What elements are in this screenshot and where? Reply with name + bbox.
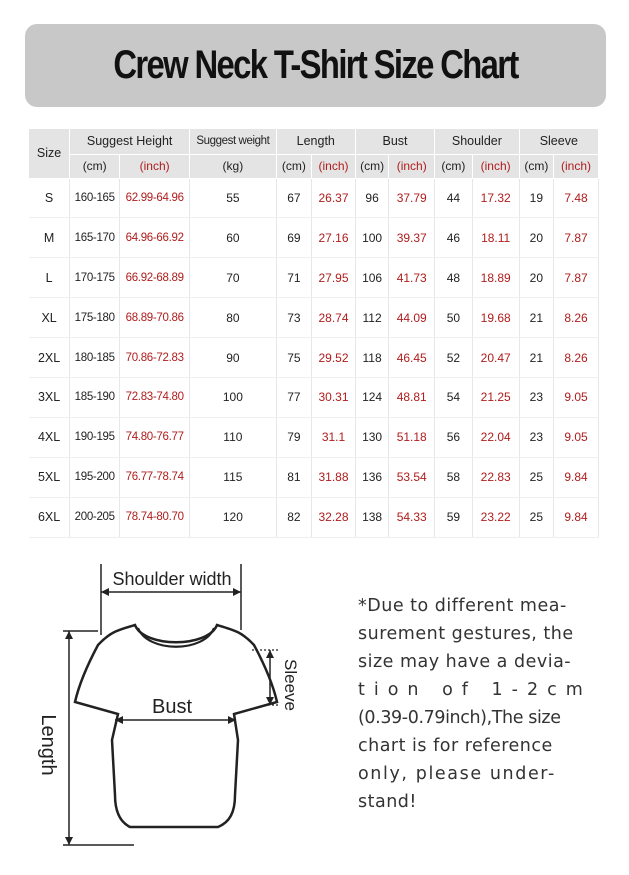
table-cell: 51.18 <box>389 417 435 457</box>
table-cell: 74.80-76.77 <box>120 417 190 457</box>
table-cell: 70 <box>190 258 277 298</box>
table-cell: 8.26 <box>554 338 599 378</box>
table-cell: 60 <box>190 218 277 258</box>
length-header: Length <box>276 129 355 154</box>
table-cell: 96 <box>355 178 388 218</box>
table-cell: 23.22 <box>472 497 519 537</box>
table-cell: 66.92-68.89 <box>120 258 190 298</box>
table-cell: 20 <box>519 218 553 258</box>
table-cell: 124 <box>355 377 388 417</box>
table-cell: 27.95 <box>312 258 356 298</box>
note-line: (0.39-0.79inch),The size <box>358 708 561 728</box>
size-table <box>29 129 599 538</box>
table-cell: 31.1 <box>312 417 356 457</box>
table-row <box>29 338 599 378</box>
table-cell: 30.31 <box>312 377 356 417</box>
table-cell: 79 <box>276 417 311 457</box>
table-cell: 190-195 <box>70 417 120 457</box>
table-cell: 80 <box>190 298 277 338</box>
table-cell: 20.47 <box>472 338 519 378</box>
sleeve-header: Sleeve <box>519 129 598 154</box>
note-line: size may have a devia- <box>358 652 572 672</box>
table-cell: 136 <box>355 457 388 497</box>
table-cell: 100 <box>190 377 277 417</box>
table-cell: 29.52 <box>312 338 356 378</box>
table-cell: 54.33 <box>389 497 435 537</box>
height-header: Suggest Height <box>70 129 190 154</box>
table-cell: 160-165 <box>70 178 120 218</box>
table-cell: 9.84 <box>554 497 599 537</box>
table-cell: 185-190 <box>70 377 120 417</box>
table-row <box>29 218 599 258</box>
table-cell: 44 <box>435 178 473 218</box>
table-cell: 112 <box>355 298 388 338</box>
table-cell: 53.54 <box>389 457 435 497</box>
table-cell: 21.25 <box>472 377 519 417</box>
unit-inch: (inch) <box>554 154 599 178</box>
unit-cm: (cm) <box>355 154 388 178</box>
table-cell: 180-185 <box>70 338 120 378</box>
table-cell: 68.89-70.86 <box>120 298 190 338</box>
size-cell: 3XL <box>29 377 70 417</box>
note-line: stand! <box>358 792 417 812</box>
table-cell: 32.28 <box>312 497 356 537</box>
unit-cm: (cm) <box>435 154 473 178</box>
table-cell: 59 <box>435 497 473 537</box>
table-cell: 7.48 <box>554 178 599 218</box>
table-cell: 100 <box>355 218 388 258</box>
table-cell: 9.84 <box>554 457 599 497</box>
table-cell: 21 <box>519 298 553 338</box>
size-cell: 5XL <box>29 457 70 497</box>
table-cell: 62.99-64.96 <box>120 178 190 218</box>
unit-inch: (inch) <box>472 154 519 178</box>
size-note <box>358 592 598 816</box>
note-line: tion of 1-2cm <box>358 680 592 700</box>
table-cell: 54 <box>435 377 473 417</box>
table-cell: 76.77-78.74 <box>120 457 190 497</box>
table-cell: 46.45 <box>389 338 435 378</box>
table-cell: 77 <box>276 377 311 417</box>
table-cell: 67 <box>276 178 311 218</box>
note-line: surement gestures, the <box>358 624 574 644</box>
table-cell: 46 <box>435 218 473 258</box>
table-cell: 48.81 <box>389 377 435 417</box>
table-cell: 22.04 <box>472 417 519 457</box>
size-cell: M <box>29 218 70 258</box>
title-banner <box>25 24 606 107</box>
table-cell: 39.37 <box>389 218 435 258</box>
table-cell: 9.05 <box>554 417 599 457</box>
unit-kg: (kg) <box>190 154 277 178</box>
table-cell: 27.16 <box>312 218 356 258</box>
size-cell: 6XL <box>29 497 70 537</box>
note-line: chart is for reference <box>358 736 553 756</box>
table-cell: 19.68 <box>472 298 519 338</box>
table-cell: 106 <box>355 258 388 298</box>
table-cell: 17.32 <box>472 178 519 218</box>
table-row <box>29 497 599 537</box>
table-cell: 23 <box>519 377 553 417</box>
table-cell: 75 <box>276 338 311 378</box>
size-header: Size <box>29 129 70 178</box>
tshirt-diagram <box>30 550 330 860</box>
length-label: Length <box>37 714 59 776</box>
bust-label: Bust <box>151 696 193 718</box>
note-line: *Due to different mea- <box>358 596 567 616</box>
table-cell: 70.86-72.83 <box>120 338 190 378</box>
size-cell: S <box>29 178 70 218</box>
unit-cm: (cm) <box>276 154 311 178</box>
table-cell: 41.73 <box>389 258 435 298</box>
sleeve-label: Sleeve <box>281 659 300 711</box>
table-cell: 175-180 <box>70 298 120 338</box>
table-cell: 81 <box>276 457 311 497</box>
table-cell: 115 <box>190 457 277 497</box>
table-cell: 48 <box>435 258 473 298</box>
table-cell: 118 <box>355 338 388 378</box>
table-cell: 18.89 <box>472 258 519 298</box>
table-cell: 23 <box>519 417 553 457</box>
shoulder-header: Shoulder <box>435 129 519 154</box>
size-cell: 4XL <box>29 417 70 457</box>
table-units-row <box>29 154 599 178</box>
unit-cm: (cm) <box>519 154 553 178</box>
table-cell: 72.83-74.80 <box>120 377 190 417</box>
table-cell: 170-175 <box>70 258 120 298</box>
table-cell: 21 <box>519 338 553 378</box>
table-cell: 9.05 <box>554 377 599 417</box>
table-cell: 52 <box>435 338 473 378</box>
table-cell: 110 <box>190 417 277 457</box>
page-title: Crew Neck T-Shirt Size Chart <box>113 43 518 87</box>
table-cell: 37.79 <box>389 178 435 218</box>
note-line: only, please under- <box>358 764 556 784</box>
table-cell: 56 <box>435 417 473 457</box>
unit-inch: (inch) <box>312 154 356 178</box>
table-cell: 20 <box>519 258 553 298</box>
table-cell: 90 <box>190 338 277 378</box>
table-cell: 73 <box>276 298 311 338</box>
table-row <box>29 298 599 338</box>
bust-header: Bust <box>355 129 434 154</box>
table-cell: 58 <box>435 457 473 497</box>
table-cell: 25 <box>519 457 553 497</box>
table-cell: 26.37 <box>312 178 356 218</box>
table-cell: 50 <box>435 298 473 338</box>
table-row <box>29 417 599 457</box>
unit-cm: (cm) <box>70 154 120 178</box>
table-cell: 82 <box>276 497 311 537</box>
tshirt-outline <box>75 625 277 827</box>
table-cell: 69 <box>276 218 311 258</box>
size-cell: XL <box>29 298 70 338</box>
table-cell: 78.74-80.70 <box>120 497 190 537</box>
table-cell: 71 <box>276 258 311 298</box>
table-cell: 138 <box>355 497 388 537</box>
table-cell: 195-200 <box>70 457 120 497</box>
table-header-row <box>29 129 599 154</box>
table-body <box>29 178 599 537</box>
table-cell: 22.83 <box>472 457 519 497</box>
table-row <box>29 178 599 218</box>
table-cell: 200-205 <box>70 497 120 537</box>
table-cell: 31.88 <box>312 457 356 497</box>
table-cell: 7.87 <box>554 258 599 298</box>
unit-inch: (inch) <box>120 154 190 178</box>
table-cell: 8.26 <box>554 298 599 338</box>
size-cell: L <box>29 258 70 298</box>
table-cell: 18.11 <box>472 218 519 258</box>
table-cell: 25 <box>519 497 553 537</box>
table-row <box>29 377 599 417</box>
table-cell: 19 <box>519 178 553 218</box>
shoulder-width-label: Shoulder width <box>112 569 232 589</box>
table-cell: 44.09 <box>389 298 435 338</box>
table-cell: 55 <box>190 178 277 218</box>
table-cell: 64.96-66.92 <box>120 218 190 258</box>
unit-inch: (inch) <box>389 154 435 178</box>
size-cell: 2XL <box>29 338 70 378</box>
table-row <box>29 457 599 497</box>
table-cell: 7.87 <box>554 218 599 258</box>
table-cell: 165-170 <box>70 218 120 258</box>
table-cell: 120 <box>190 497 277 537</box>
table-cell: 28.74 <box>312 298 356 338</box>
table-row <box>29 258 599 298</box>
table-cell: 130 <box>355 417 388 457</box>
weight-header: Suggest weight <box>190 129 277 154</box>
